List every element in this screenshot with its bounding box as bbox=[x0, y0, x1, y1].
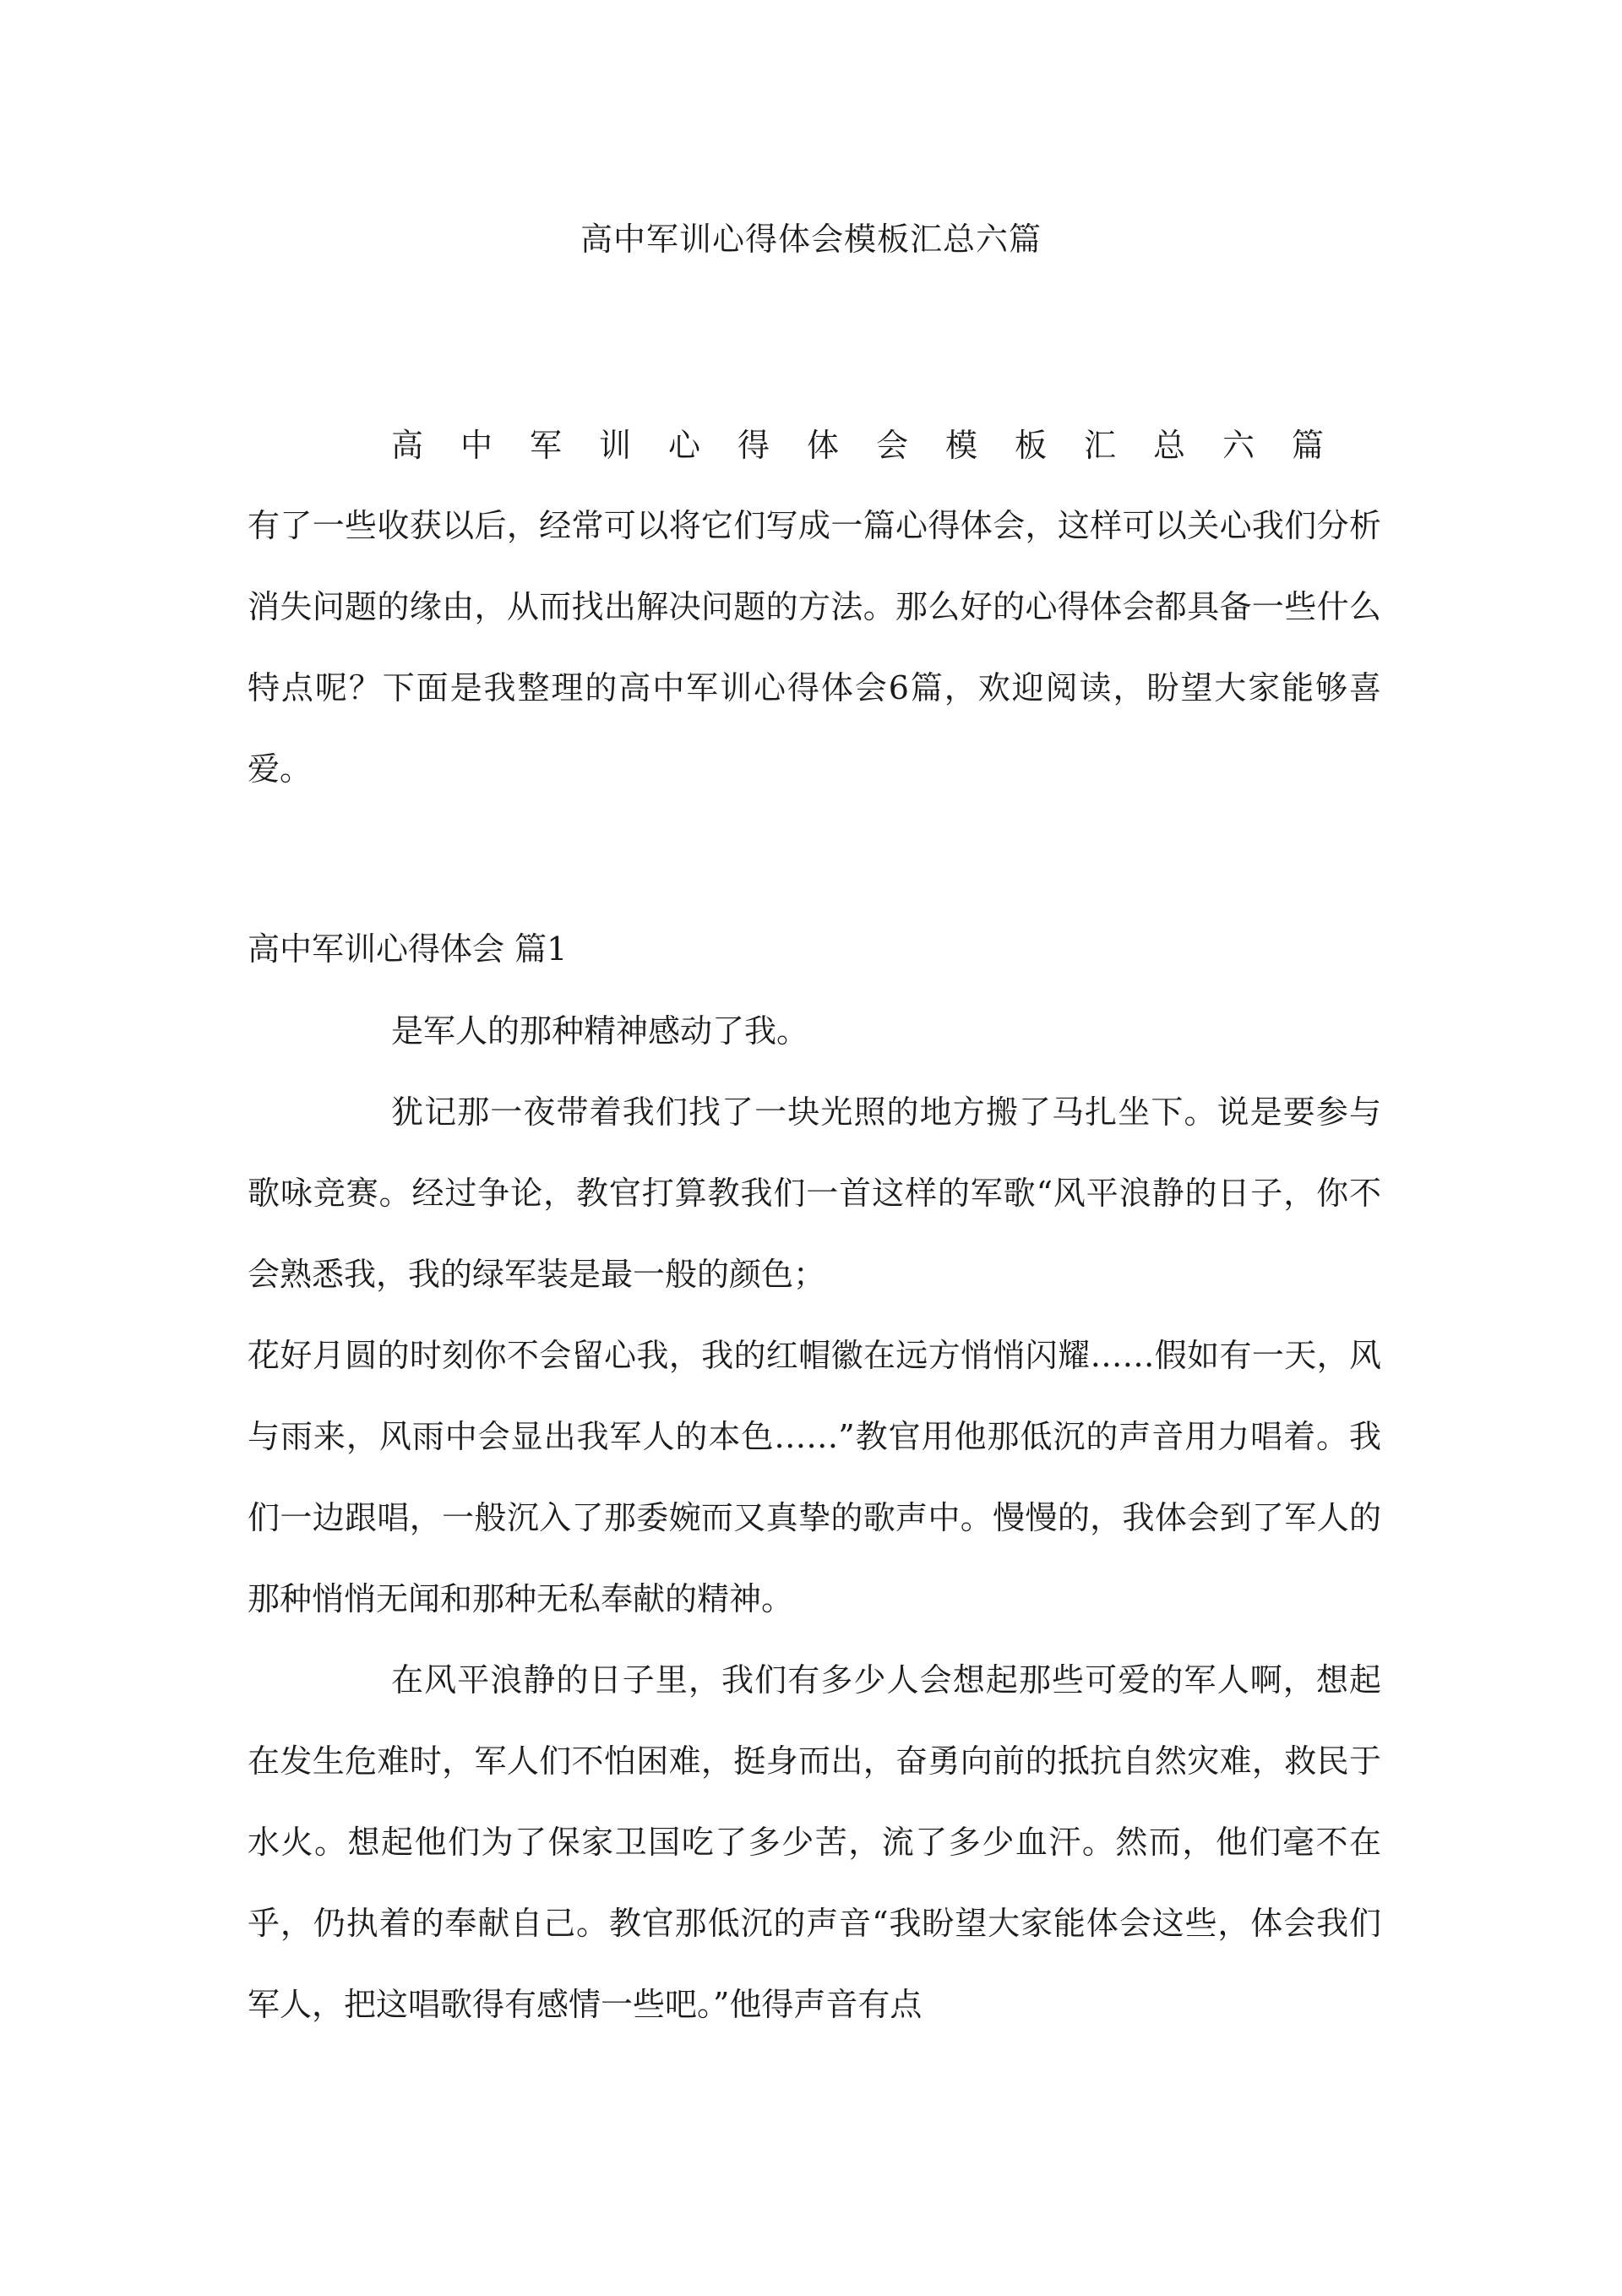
intro-paragraph: 有了一些收获以后，经常可以将它们写成一篇心得体会，这样可以关心我们分析消失问题的缘由，从而找出解决问题的方法。那么好的心得体会都具备一些什么特点呢？下面是我整理的高中军训心得体会6篇，欢迎阅读，盼望大家能够喜爱。 bbox=[248, 507, 1381, 788]
body-paragraph: 在风平浪静的日子里，我们有多少人会想起那些可爱的军人啊，想起在发生危难时，军人们不怕困难，挺身而出，奋勇向前的抵抗自然灾难，救民于水火。想起他们为了保家卫国吃了多少苦，流了多少血汗。然而，他们毫不在乎，仍执着的奉献自己。教官那低沉的声音“我盼望大家能体会这些，体会我们军人，把这唱歌得有感情一些吧。”他得声音有点 bbox=[248, 1661, 1381, 2023]
body-paragraph: 花好月圆的时刻你不会留心我，我的红帽徽在远方悄悄闪耀……假如有一天，风与雨来，风雨中会显出我军人的本色……”教官用他那低沉的声音用力唱着。我们一边跟唱，一般沉入了那委婉而又真挚的歌声中。慢慢的，我体会到了军人的那种悄悄无闻和那种无私奉献的精神。 bbox=[248, 1337, 1381, 1617]
document-title: 高中军训心得体会模板汇总六篇 bbox=[580, 221, 1042, 258]
section-heading: 高中军训心得体会 篇1 bbox=[248, 930, 568, 968]
spaced-title: 高中军训心得体会模板汇总六篇 bbox=[391, 427, 1362, 464]
section-body bbox=[248, 990, 1381, 2045]
body-paragraph: 犹记那一夜带着我们找了一块光照的地方搬了马扎坐下。说是要参与歌咏竞赛。经过争论，教官打算教我们一首这样的军歌“风平浪静的日子，你不会熟悉我，我的绿军装是最一般的颜色； bbox=[248, 1093, 1381, 1293]
body-paragraph: 是军人的那种精神感动了我。 bbox=[391, 1012, 809, 1050]
